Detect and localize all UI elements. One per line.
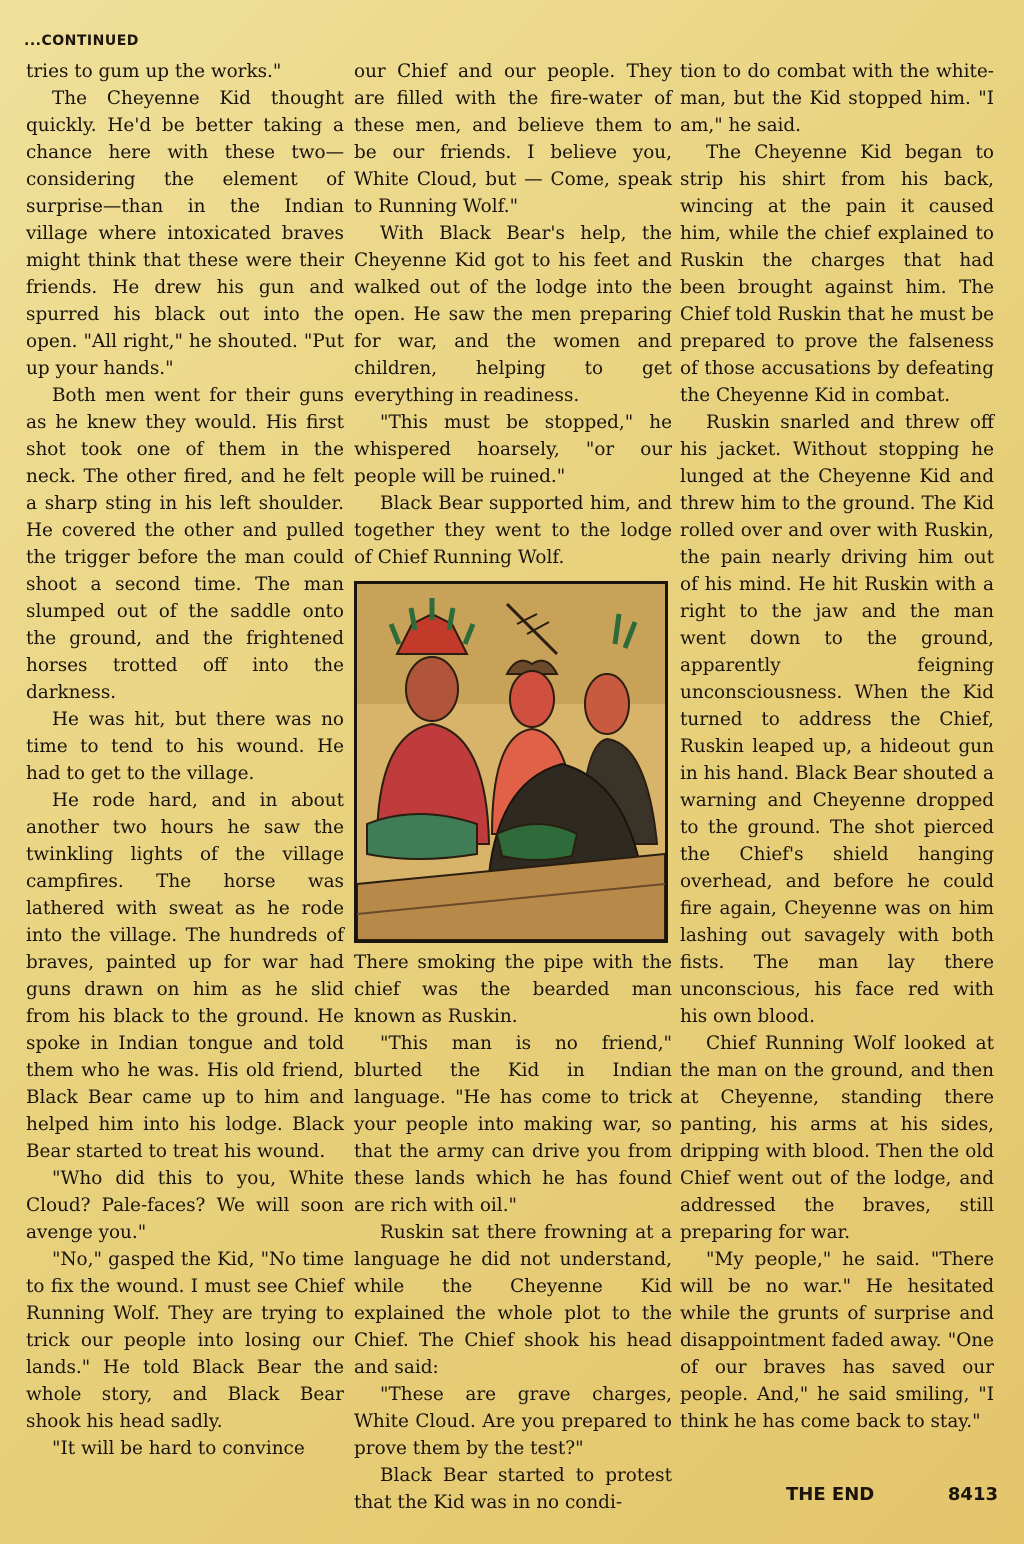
caption: There smoking the pipe with the chief was the bearded man known as Ruskin.	[354, 952, 672, 1027]
page-footer	[786, 1484, 998, 1505]
paragraph: our Chief and our people. They are filled with the fire-water of these men, and believe them to be our friends. I believe you, White Cloud, but — Come, speak to Running Wolf."	[354, 61, 672, 217]
chiefs-lodge-illustration	[357, 584, 665, 940]
paragraph: The Cheyenne Kid thought quickly. He'd be better taking a chance here with these two—considering the element of surprise—than in the Indian village where intoxicated braves might think that these were their friends. He drew his gun and spurred his black out into the open. "All right," he shouted. "Put up your hands."	[26, 88, 344, 379]
paragraph: Both men went for their guns as he knew they would. His first shot took one of them in the neck. The other fired, and he felt a sharp sting in his left shoulder. He covered the other and pulled the trigger before the man could shoot a second time. The man slumped out of the saddle onto the ground, and the frightened horses trotted off into the darkness.	[26, 385, 344, 703]
text-column-1	[26, 58, 344, 1462]
paragraph: "This man is no friend," blurted the Kid in Indian language. "He has come to trick your people into making war, so that the army can drive you from these lands which he has found are rich with oil."	[354, 1033, 672, 1216]
illustration-panel	[354, 581, 668, 943]
paragraph: "No," gasped the Kid, "No time to fix the wound. I must see Chief Running Wolf. They are trying to trick our people into losing our lands." He told Black Bear the whole story, and Black Bear shook his head sadly.	[26, 1249, 344, 1432]
paragraph: He was hit, but there was no time to tend to his wound. He had to get to the village.	[26, 709, 344, 784]
paragraph: "This must be stopped," he whispered hoarsely, "or our people will be ruined."	[354, 412, 672, 487]
paragraph: "Who did this to you, White Cloud? Pale-faces? We will soon avenge you."	[26, 1168, 344, 1243]
continued-header: ...CONTINUED	[24, 33, 139, 49]
paragraph: The Cheyenne Kid began to strip his shirt from his back, wincing at the pain it caused him, while the chief explained to Ruskin the charges that had been brought against him. The Chief told Ruskin that he must be prepared to prove the falseness of those accusations by defeating the Cheyenne Kid in combat.	[680, 142, 994, 406]
paragraph: "These are grave charges, White Cloud. Are you prepared to prove them by the test?"	[354, 1384, 672, 1459]
text-column-3	[680, 58, 994, 1435]
paragraph: Black Bear supported him, and together they went to the lodge of Chief Running Wolf.	[354, 493, 672, 568]
paragraph: Ruskin sat there frowning at a language he did not understand, while the Cheyenne Kid explained the whole plot to the Chief. The Chief shook his head and said:	[354, 1222, 672, 1378]
paragraph: Black Bear started to protest that the Kid was in no condi-	[354, 1465, 672, 1513]
paragraph: Chief Running Wolf looked at the man on the ground, and then at Cheyenne, standing there panting, his arms at his sides, dripping with blood. Then the old Chief went out of the lodge, and addressed the braves, still preparing for war.	[680, 1033, 994, 1243]
the-end-label: THE END	[786, 1484, 875, 1505]
text-column-2	[354, 58, 672, 1516]
paragraph: "It will be hard to convince	[52, 1438, 305, 1459]
paragraph: tion to do combat with the white-man, but the Kid stopped him. "I am," he said.	[680, 61, 994, 136]
paragraph: tries to gum up the works."	[26, 61, 282, 82]
paragraph: "My people," he said. "There will be no war." He hesitated while the grunts of surprise and disappointment faded away. "One of our braves has saved our people. And," he said smiling, "I think he has come back to stay."	[680, 1249, 994, 1432]
paragraph: He rode hard, and in about another two hours he saw the twinkling lights of the village campfires. The horse was lathered with sweat as he rode into the village. The hundreds of braves, painted up for war had guns drawn on him as he slid from his black to the ground. He spoke in Indian tongue and told them who he was. His old friend, Black Bear came up to him and helped him into his lodge. Black Bear started to treat his wound.	[26, 790, 344, 1162]
paragraph: With Black Bear's help, the Cheyenne Kid got to his feet and walked out of the lodge into the open. He saw the men preparing for war, and the women and children, helping to get everything in readiness.	[354, 223, 672, 406]
page-code: 8413	[947, 1484, 998, 1505]
paragraph: Ruskin snarled and threw off his jacket. Without stopping he lunged at the Cheyenne Kid and threw him to the ground. The Kid rolled over and over with Ruskin, the pain nearly driving him out of his mind. He hit Ruskin with a right to the jaw and the man went down to the ground, apparently feigning unconsciousness. When the Kid turned to address the Chief, Ruskin leaped up, a hideout gun in his hand. Black Bear shouted a warning and Cheyenne dropped to the ground. The shot pierced the Chief's shield hanging overhead, and before he could fire again, Cheyenne was on him lashing out savagely with both fists. The man lay there unconscious, his face red with his own blood.	[680, 412, 994, 1027]
